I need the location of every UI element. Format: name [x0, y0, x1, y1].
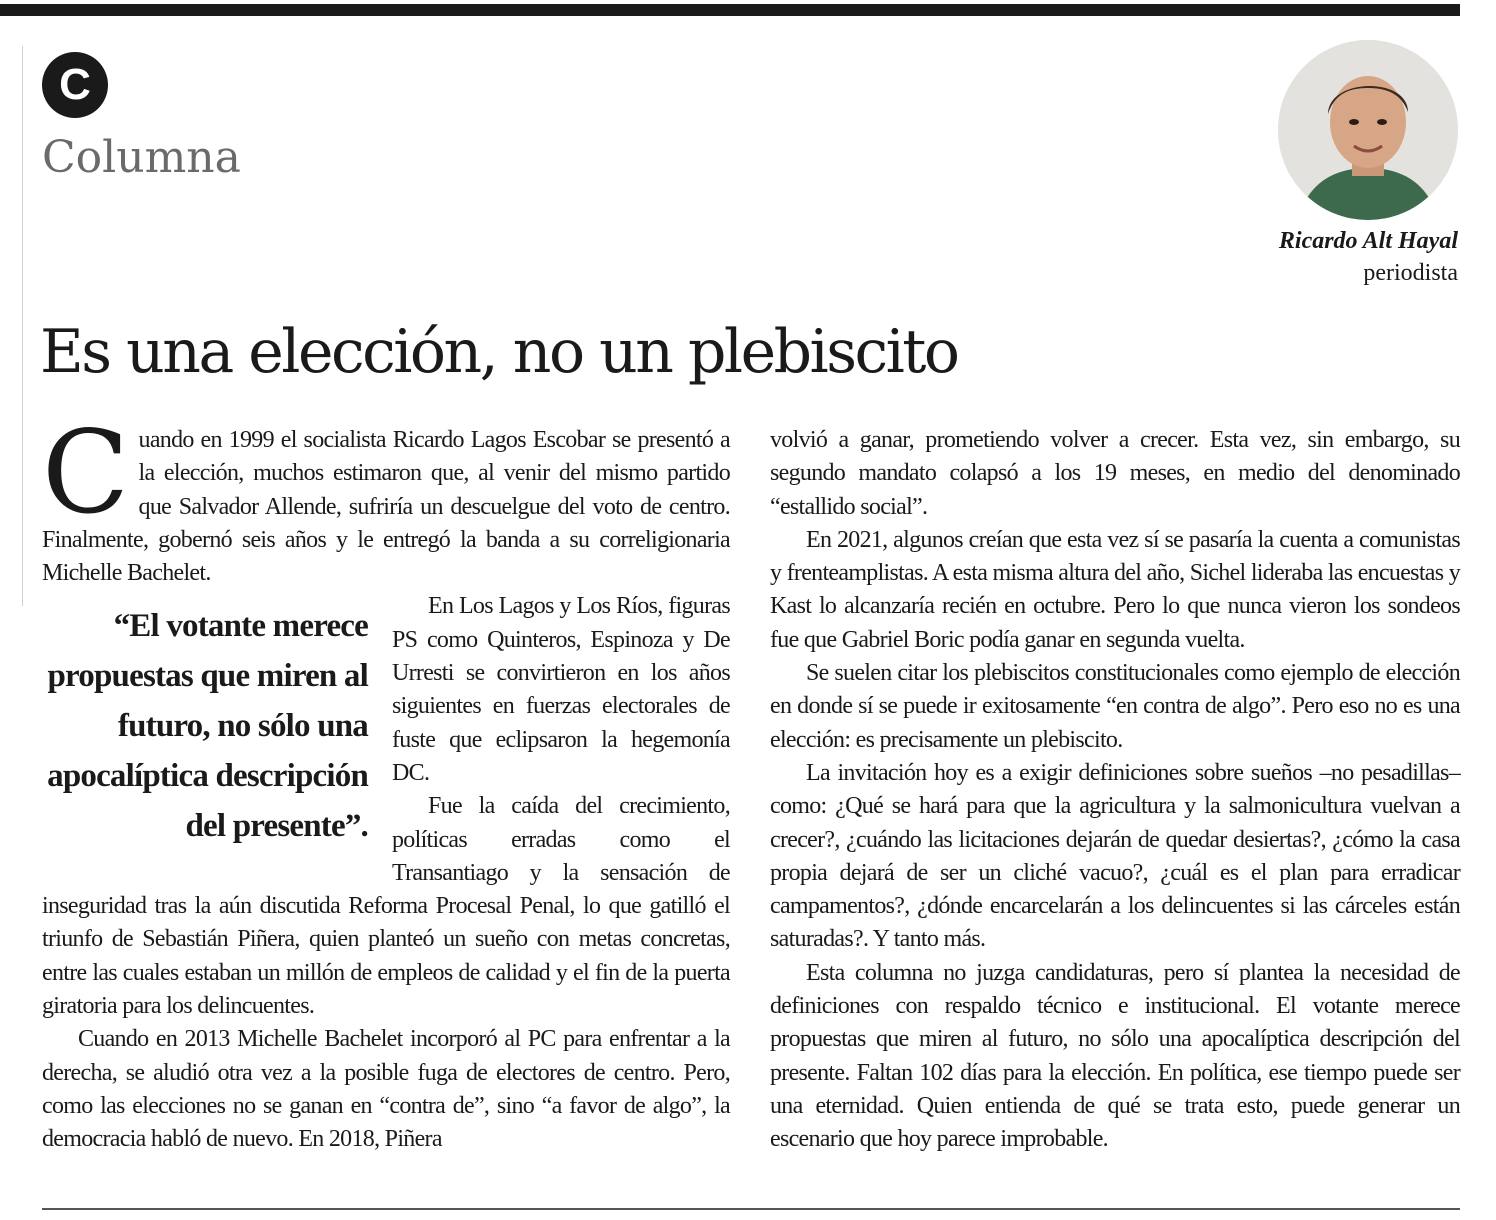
author-role: periodista — [1363, 260, 1458, 286]
bottom-rule — [42, 1208, 1460, 1210]
article-paragraph: Esta columna no juzga candidaturas, pero sí plantea la necesidad de definiciones con respaldo técnico e institucional. El votante merece propuestas que miren al futuro, no sólo una apocalíptica descripción del presente. Faltan 102 días para la elección. En política, ese tiempo puede ser una eternidad. Quien entienda de qué se trata esto, puede generar un escenario que hoy parece improbable. — [770, 959, 1460, 1153]
section-badge: C — [42, 52, 108, 118]
drop-cap: C — [42, 406, 129, 539]
article-paragraph: Cuando en 2013 Michelle Bachelet incorporó al PC para enfrentar a la derecha, se aludió otra vez a la posible fuga de electores de centro. Pero, como las elecciones no se ganan en “contra de”, sino “a favor de algo”, la democracia habló de nuevo. En 2018, Piñera — [42, 1026, 730, 1153]
article-paragraph: Se suelen citar los plebiscitos constitucionales como ejemplo de elección en donde sí se puede ir exitosamente “en contra de algo”. Pero eso no es una elección: es precisamente un plebiscito. — [770, 660, 1460, 753]
article-paragraph: Fue la caída del crecimiento, políticas erradas como el Transantiago y la sensación de inseguridad tras la aún discutida Reforma Procesal Penal, lo que gatilló el triunfo de Sebastián Piñera, quien planteó un sueño con metas concretas, entre las cuales estaban un millón de empleos de calidad y el fin de la puerta giratoria para los delincuentes. — [42, 793, 730, 1020]
article-paragraph — [42, 406, 730, 590]
paragraph-text: uando en 1999 el socialista Ricardo Lagos Escobar se presentó a la elección, muchos estimaron que, al venir del mismo partido que Salvador Allende, sufriría un descuelgue del voto de centro. Finalmente, gobernó seis años y le entregó la banda a su correligionaria Michelle Bachelet. — [42, 427, 730, 587]
article-paragraph: En 2021, algunos creían que esta vez sí se pasaría la cuenta a comunistas y frenteamplistas. A esta misma altura del año, Sichel lideraba las encuestas y Kast lo alcanzaría recién en octubre. Pero lo que nunca vieron los sondeos fue que Gabriel Boric podía ganar en segunda vuelta. — [770, 526, 1460, 653]
article-paragraph: En Los Lagos y Los Ríos, figuras PS como Quinteros, Espinoza y De Urresti se convirtieron en los años siguientes en fuerzas electorales de fuste que eclipsaron la hegemonía DC. — [392, 593, 730, 786]
author-name: Ricardo Alt Hayal — [1278, 228, 1458, 254]
left-margin-rule — [22, 46, 23, 606]
section-label: Columna — [42, 132, 241, 183]
article-column-left — [42, 406, 730, 1157]
article-paragraph: volvió a ganar, prometiendo volver a crecer. Esta vez, sin embargo, su segundo mandato colapsó a los 19 meses, en medio del denominado “estallido social”. — [770, 427, 1460, 520]
headline: Es una elección, no un plebiscito — [40, 317, 958, 387]
article-paragraph: La invitación hoy es a exigir definiciones sobre sueños –no pesadillas– como: ¿Qué se hará para que la agricultura y la salmonicultura vuelvan a crecer?, ¿cuándo las licitaciones dejarán de quedar desiertas?, ¿cómo la casa propia dejará de ser un cliché vacuo?, ¿cuál es el plan para erradicar campamentos?, ¿dónde encarcelarán a los delincuentes si las cárceles están saturadas?. Y tanto más. — [770, 759, 1460, 953]
pull-quote: “El votante merece propuestas que miren al futuro, no sólo una apocalíptica descripción del presente”. — [47, 608, 368, 844]
author-portrait-icon — [1278, 40, 1458, 220]
article-column-right — [770, 424, 1460, 1157]
top-rule — [0, 4, 1460, 16]
